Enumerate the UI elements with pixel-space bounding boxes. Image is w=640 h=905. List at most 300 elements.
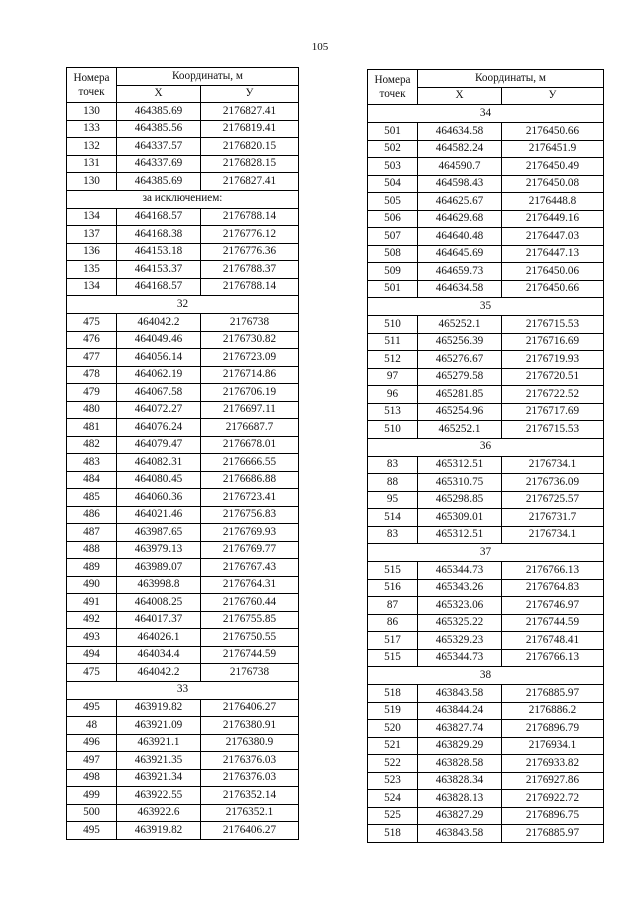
x-coordinate-cell: 464017.37 — [117, 611, 201, 629]
point-number-cell: 136 — [67, 243, 117, 261]
point-number-cell: 523 — [368, 772, 418, 790]
table-row — [368, 825, 604, 843]
point-number-cell: 486 — [67, 506, 117, 524]
x-coordinate-cell: 464060.36 — [117, 489, 201, 507]
table-row — [67, 155, 299, 173]
point-number-cell: 495 — [67, 699, 117, 717]
point-number-cell: 475 — [67, 314, 117, 332]
table-row — [368, 772, 604, 790]
y-coordinate-cell: 2176731.7 — [502, 509, 604, 527]
x-coordinate-cell: 463919.82 — [117, 699, 201, 717]
x-coordinate-cell: 464021.46 — [117, 506, 201, 524]
y-coordinate-cell: 2176828.15 — [201, 155, 299, 173]
points-header-line1: Номера — [73, 72, 110, 84]
point-number-cell: 496 — [67, 734, 117, 752]
x-coordinate-cell: 465343.26 — [418, 579, 502, 597]
table-row — [368, 702, 604, 720]
x-coordinate-cell: 464082.31 — [117, 454, 201, 472]
point-number-cell: 503 — [368, 158, 418, 176]
x-coordinate-cell: 464598.43 — [418, 175, 502, 193]
point-number-cell: 518 — [368, 825, 418, 843]
point-number-cell: 134 — [67, 278, 117, 296]
x-coordinate-cell: 464590.7 — [418, 158, 502, 176]
x-coordinate-cell: 464629.68 — [418, 210, 502, 228]
x-coordinate-cell: 464385.69 — [117, 173, 201, 191]
point-number-cell: 132 — [67, 138, 117, 156]
x-coordinate-cell: 465310.75 — [418, 474, 502, 492]
x-coordinate-cell: 464385.69 — [117, 103, 201, 121]
x-coordinate-cell: 463844.24 — [418, 702, 502, 720]
x-coordinate-cell: 464634.58 — [418, 280, 502, 298]
x-coordinate-cell: 463827.29 — [418, 807, 502, 825]
table-row — [368, 614, 604, 632]
y-coordinate-cell: 2176767.43 — [201, 559, 299, 577]
point-number-cell: 131 — [67, 155, 117, 173]
y-coordinate-cell: 2176766.13 — [502, 562, 604, 580]
table-row — [67, 734, 299, 752]
table-row — [368, 280, 604, 298]
point-number-cell: 516 — [368, 579, 418, 597]
x-coordinate-cell: 464337.57 — [117, 138, 201, 156]
table-row — [368, 140, 604, 158]
y-coordinate-cell: 2176723.41 — [201, 489, 299, 507]
y-coordinate-cell: 2176738 — [201, 664, 299, 682]
table-row — [368, 193, 604, 211]
x-coordinate-cell: 465329.23 — [418, 632, 502, 650]
y-coordinate-cell: 2176776.36 — [201, 243, 299, 261]
x-coordinate-cell: 464080.45 — [117, 471, 201, 489]
table-row — [368, 456, 604, 474]
x-coordinate-cell: 465323.06 — [418, 597, 502, 615]
y-coordinate-cell: 2176406.27 — [201, 699, 299, 717]
y-coordinate-cell: 2176450.66 — [502, 123, 604, 141]
x-coordinate-cell: 463921.1 — [117, 734, 201, 752]
y-coordinate-cell: 2176720.51 — [502, 368, 604, 386]
point-number-cell: 488 — [67, 541, 117, 559]
y-coordinate-cell: 2176716.69 — [502, 333, 604, 351]
point-number-cell: 479 — [67, 384, 117, 402]
y-coordinate-cell: 2176376.03 — [201, 752, 299, 770]
table-row — [67, 769, 299, 787]
y-coordinate-cell: 2176885.97 — [502, 685, 604, 703]
y-coordinate-cell: 2176715.53 — [502, 316, 604, 334]
section-header-row — [368, 298, 604, 316]
y-coordinate-cell: 2176449.16 — [502, 210, 604, 228]
x-coordinate-cell: 463828.58 — [418, 755, 502, 773]
points-header-line2: точек — [379, 88, 406, 100]
point-number-cell: 130 — [67, 173, 117, 191]
y-coordinate-cell: 2176764.31 — [201, 576, 299, 594]
table-row — [67, 471, 299, 489]
y-coordinate-cell: 2176450.08 — [502, 175, 604, 193]
y-coordinate-cell: 2176451.9 — [502, 140, 604, 158]
y-coordinate-cell: 2176734.1 — [502, 456, 604, 474]
point-number-cell: 97 — [368, 368, 418, 386]
table-row — [67, 664, 299, 682]
table-row — [368, 509, 604, 527]
point-number-cell: 484 — [67, 471, 117, 489]
y-coordinate-cell: 2176352.1 — [201, 804, 299, 822]
y-coordinate-cell: 2176934.1 — [502, 737, 604, 755]
section-header-row — [368, 544, 604, 562]
y-coordinate-cell: 2176827.41 — [201, 103, 299, 121]
x-coordinate-cell: 464168.57 — [117, 208, 201, 226]
x-coordinate-cell: 465325.22 — [418, 614, 502, 632]
table-row — [368, 333, 604, 351]
y-coordinate-cell: 2176734.1 — [502, 526, 604, 544]
table-row — [368, 562, 604, 580]
x-column-header: X — [418, 87, 502, 105]
point-number-cell: 481 — [67, 419, 117, 437]
y-coordinate-cell: 2176755.85 — [201, 611, 299, 629]
table-row — [368, 263, 604, 281]
point-number-cell: 475 — [67, 664, 117, 682]
point-number-cell: 499 — [67, 787, 117, 805]
point-number-cell: 509 — [368, 263, 418, 281]
point-number-cell: 505 — [368, 193, 418, 211]
table-row — [368, 210, 604, 228]
x-coordinate-cell: 465312.51 — [418, 456, 502, 474]
x-coordinate-cell: 464008.25 — [117, 594, 201, 612]
table-row — [67, 173, 299, 191]
table-row — [67, 401, 299, 419]
point-number-cell: 522 — [368, 755, 418, 773]
coordinates-header: Координаты, м — [418, 70, 604, 88]
table-row — [67, 120, 299, 138]
y-coordinate-cell: 2176744.59 — [201, 646, 299, 664]
point-number-cell: 513 — [368, 403, 418, 421]
section-title: 35 — [368, 298, 604, 316]
x-coordinate-cell: 463829.29 — [418, 737, 502, 755]
x-coordinate-cell: 465279.58 — [418, 368, 502, 386]
table-row — [67, 226, 299, 244]
section-title: 34 — [368, 105, 604, 123]
x-coordinate-cell: 463998.8 — [117, 576, 201, 594]
table-row — [67, 314, 299, 332]
table-row — [67, 717, 299, 735]
table-row — [368, 316, 604, 334]
table-right-body — [368, 105, 604, 843]
point-number-cell: 134 — [67, 208, 117, 226]
point-number-cell: 517 — [368, 632, 418, 650]
point-number-cell: 476 — [67, 331, 117, 349]
point-number-cell: 48 — [67, 717, 117, 735]
point-number-cell: 507 — [368, 228, 418, 246]
table-row — [67, 594, 299, 612]
table-row — [368, 579, 604, 597]
y-coordinate-cell: 2176706.19 — [201, 384, 299, 402]
y-column-header: У — [201, 85, 299, 103]
point-number-cell: 87 — [368, 597, 418, 615]
table-row — [67, 787, 299, 805]
point-number-cell: 487 — [67, 524, 117, 542]
x-coordinate-cell: 464168.38 — [117, 226, 201, 244]
x-coordinate-cell: 465298.85 — [418, 491, 502, 509]
table-row — [67, 646, 299, 664]
table-row — [67, 559, 299, 577]
y-coordinate-cell: 2176380.91 — [201, 717, 299, 735]
point-number-cell: 501 — [368, 280, 418, 298]
point-number-cell: 480 — [67, 401, 117, 419]
coordinates-table-left — [66, 67, 299, 840]
y-coordinate-cell: 2176376.03 — [201, 769, 299, 787]
point-number-cell: 485 — [67, 489, 117, 507]
x-coordinate-cell: 463989.07 — [117, 559, 201, 577]
section-title: 37 — [368, 544, 604, 562]
y-coordinate-cell: 2176406.27 — [201, 822, 299, 840]
x-coordinate-cell: 464645.69 — [418, 245, 502, 263]
table-row — [368, 649, 604, 667]
x-coordinate-cell: 463919.82 — [117, 822, 201, 840]
y-coordinate-cell: 2176896.75 — [502, 807, 604, 825]
point-number-cell: 95 — [368, 491, 418, 509]
point-number-cell: 515 — [368, 562, 418, 580]
x-coordinate-cell: 464079.47 — [117, 436, 201, 454]
x-column-header: X — [117, 85, 201, 103]
table-row — [67, 331, 299, 349]
table-row — [67, 576, 299, 594]
y-coordinate-cell: 2176769.93 — [201, 524, 299, 542]
x-coordinate-cell: 463827.74 — [418, 720, 502, 738]
table-row — [368, 632, 604, 650]
x-coordinate-cell: 465252.1 — [418, 421, 502, 439]
section-header-row — [368, 105, 604, 123]
section-title: за исключением: — [67, 190, 299, 208]
table-row — [67, 489, 299, 507]
section-header-row — [67, 296, 299, 314]
y-coordinate-cell: 2176666.55 — [201, 454, 299, 472]
table-row — [67, 103, 299, 121]
y-coordinate-cell: 2176725.57 — [502, 491, 604, 509]
point-number-cell: 497 — [67, 752, 117, 770]
x-coordinate-cell: 465252.1 — [418, 316, 502, 334]
y-coordinate-cell: 2176922.72 — [502, 790, 604, 808]
table-row — [368, 403, 604, 421]
point-number-cell: 493 — [67, 629, 117, 647]
section-title: 32 — [67, 296, 299, 314]
x-coordinate-cell: 464042.2 — [117, 314, 201, 332]
point-number-cell: 525 — [368, 807, 418, 825]
x-coordinate-cell: 465281.85 — [418, 386, 502, 404]
y-coordinate-cell: 2176697.11 — [201, 401, 299, 419]
point-number-cell: 83 — [368, 526, 418, 544]
table-row — [368, 158, 604, 176]
table-row — [67, 822, 299, 840]
y-coordinate-cell: 2176450.66 — [502, 280, 604, 298]
table-row — [67, 261, 299, 279]
point-number-cell: 482 — [67, 436, 117, 454]
point-number-cell: 495 — [67, 822, 117, 840]
y-coordinate-cell: 2176744.59 — [502, 614, 604, 632]
points-number-header — [67, 68, 117, 103]
x-coordinate-cell: 464168.57 — [117, 278, 201, 296]
table-row — [368, 790, 604, 808]
coordinates-table-right — [367, 69, 604, 843]
table-row — [368, 368, 604, 386]
table-row — [368, 421, 604, 439]
x-coordinate-cell: 463843.58 — [418, 685, 502, 703]
table-row — [67, 506, 299, 524]
y-coordinate-cell: 2176760.44 — [201, 594, 299, 612]
point-number-cell: 501 — [368, 123, 418, 141]
y-coordinate-cell: 2176820.15 — [201, 138, 299, 156]
point-number-cell: 489 — [67, 559, 117, 577]
table-row — [67, 278, 299, 296]
point-number-cell: 520 — [368, 720, 418, 738]
y-coordinate-cell: 2176678.01 — [201, 436, 299, 454]
y-coordinate-cell: 2176450.49 — [502, 158, 604, 176]
y-coordinate-cell: 2176352.14 — [201, 787, 299, 805]
point-number-cell: 133 — [67, 120, 117, 138]
section-header-row — [368, 438, 604, 456]
section-header-row — [67, 681, 299, 699]
x-coordinate-cell: 464062.19 — [117, 366, 201, 384]
point-number-cell: 510 — [368, 421, 418, 439]
page-number: 105 — [311, 41, 329, 53]
points-header-line2: точек — [78, 86, 105, 98]
point-number-cell: 88 — [368, 474, 418, 492]
table-row — [67, 349, 299, 367]
points-header-line1: Номера — [374, 74, 411, 86]
point-number-cell: 83 — [368, 456, 418, 474]
y-coordinate-cell: 2176687.7 — [201, 419, 299, 437]
table-row — [368, 228, 604, 246]
table-row — [368, 245, 604, 263]
x-coordinate-cell: 465254.96 — [418, 403, 502, 421]
y-column-header: У — [502, 87, 604, 105]
point-number-cell: 519 — [368, 702, 418, 720]
x-coordinate-cell: 465256.39 — [418, 333, 502, 351]
x-coordinate-cell: 465276.67 — [418, 351, 502, 369]
point-number-cell: 500 — [67, 804, 117, 822]
point-number-cell: 477 — [67, 349, 117, 367]
coordinates-header: Координаты, м — [117, 68, 299, 86]
table-row — [368, 526, 604, 544]
table-row — [67, 611, 299, 629]
point-number-cell: 483 — [67, 454, 117, 472]
x-coordinate-cell: 464153.18 — [117, 243, 201, 261]
y-coordinate-cell: 2176715.53 — [502, 421, 604, 439]
y-coordinate-cell: 2176730.82 — [201, 331, 299, 349]
x-coordinate-cell: 464076.24 — [117, 419, 201, 437]
table-row — [368, 491, 604, 509]
table-row — [368, 807, 604, 825]
table-row — [368, 685, 604, 703]
point-number-cell: 521 — [368, 737, 418, 755]
y-coordinate-cell: 2176788.14 — [201, 278, 299, 296]
table-row — [67, 629, 299, 647]
table-row — [368, 597, 604, 615]
y-coordinate-cell: 2176714.86 — [201, 366, 299, 384]
y-coordinate-cell: 2176896.79 — [502, 720, 604, 738]
x-coordinate-cell: 463979.13 — [117, 541, 201, 559]
point-number-cell: 498 — [67, 769, 117, 787]
x-coordinate-cell: 464634.58 — [418, 123, 502, 141]
y-coordinate-cell: 2176788.37 — [201, 261, 299, 279]
table-row — [67, 804, 299, 822]
table-row — [67, 541, 299, 559]
x-coordinate-cell: 463828.34 — [418, 772, 502, 790]
y-coordinate-cell: 2176736.09 — [502, 474, 604, 492]
y-coordinate-cell: 2176380.9 — [201, 734, 299, 752]
x-coordinate-cell: 464385.56 — [117, 120, 201, 138]
x-coordinate-cell: 465312.51 — [418, 526, 502, 544]
section-header-row — [368, 667, 604, 685]
point-number-cell: 86 — [368, 614, 418, 632]
points-number-header — [368, 70, 418, 105]
x-coordinate-cell: 463843.58 — [418, 825, 502, 843]
x-coordinate-cell: 464625.67 — [418, 193, 502, 211]
y-coordinate-cell: 2176927.86 — [502, 772, 604, 790]
table-row — [368, 386, 604, 404]
y-coordinate-cell: 2176788.14 — [201, 208, 299, 226]
x-coordinate-cell: 463921.09 — [117, 717, 201, 735]
point-number-cell: 511 — [368, 333, 418, 351]
y-coordinate-cell: 2176886.2 — [502, 702, 604, 720]
y-coordinate-cell: 2176885.97 — [502, 825, 604, 843]
x-coordinate-cell: 463828.13 — [418, 790, 502, 808]
y-coordinate-cell: 2176719.93 — [502, 351, 604, 369]
x-coordinate-cell: 465344.73 — [418, 562, 502, 580]
x-coordinate-cell: 464026.1 — [117, 629, 201, 647]
point-number-cell: 518 — [368, 685, 418, 703]
x-coordinate-cell: 464582.24 — [418, 140, 502, 158]
table-row — [67, 384, 299, 402]
y-coordinate-cell: 2176776.12 — [201, 226, 299, 244]
y-coordinate-cell: 2176933.82 — [502, 755, 604, 773]
table-row — [67, 243, 299, 261]
table-row — [67, 419, 299, 437]
y-coordinate-cell: 2176686.88 — [201, 471, 299, 489]
y-coordinate-cell: 2176717.69 — [502, 403, 604, 421]
section-title: 33 — [67, 681, 299, 699]
section-title: 36 — [368, 438, 604, 456]
x-coordinate-cell: 463921.35 — [117, 752, 201, 770]
table-left-body — [67, 103, 299, 840]
point-number-cell: 504 — [368, 175, 418, 193]
x-coordinate-cell: 464072.27 — [117, 401, 201, 419]
section-header-row — [67, 190, 299, 208]
point-number-cell: 506 — [368, 210, 418, 228]
point-number-cell: 130 — [67, 103, 117, 121]
x-coordinate-cell: 465344.73 — [418, 649, 502, 667]
y-coordinate-cell: 2176450.06 — [502, 263, 604, 281]
y-coordinate-cell: 2176447.03 — [502, 228, 604, 246]
point-number-cell: 524 — [368, 790, 418, 808]
y-coordinate-cell: 2176827.41 — [201, 173, 299, 191]
point-number-cell: 135 — [67, 261, 117, 279]
x-coordinate-cell: 463922.6 — [117, 804, 201, 822]
x-coordinate-cell: 464049.46 — [117, 331, 201, 349]
y-coordinate-cell: 2176722.52 — [502, 386, 604, 404]
table-row — [368, 720, 604, 738]
x-coordinate-cell: 464153.37 — [117, 261, 201, 279]
x-coordinate-cell: 464034.4 — [117, 646, 201, 664]
table-row — [67, 454, 299, 472]
table-row — [67, 436, 299, 454]
y-coordinate-cell: 2176769.77 — [201, 541, 299, 559]
table-row — [67, 366, 299, 384]
table-row — [67, 208, 299, 226]
point-number-cell: 502 — [368, 140, 418, 158]
y-coordinate-cell: 2176766.13 — [502, 649, 604, 667]
x-coordinate-cell: 464337.69 — [117, 155, 201, 173]
x-coordinate-cell: 463987.65 — [117, 524, 201, 542]
x-coordinate-cell: 464659.73 — [418, 263, 502, 281]
point-number-cell: 510 — [368, 316, 418, 334]
table-row — [368, 123, 604, 141]
y-coordinate-cell: 2176750.55 — [201, 629, 299, 647]
